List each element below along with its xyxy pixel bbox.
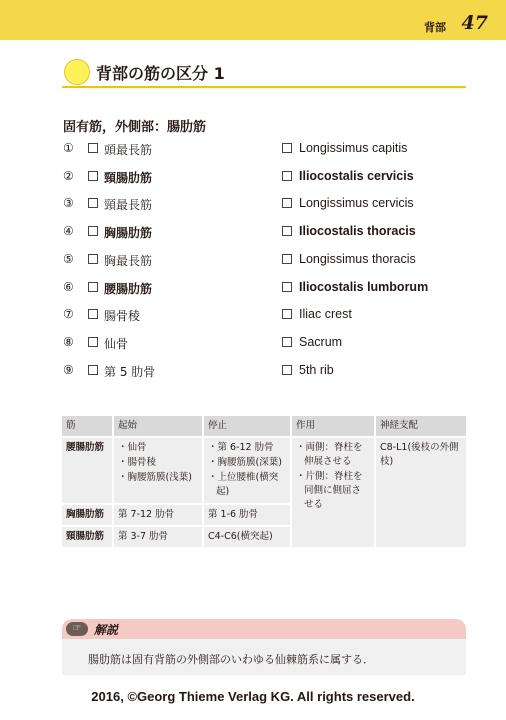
origin-cell xyxy=(113,437,203,504)
insertion-item: ・第 6-12 肋骨 xyxy=(208,442,274,453)
checkbox-en[interactable] xyxy=(282,282,292,292)
term-en: Longissimus cervicis xyxy=(299,196,414,211)
insertion-cell xyxy=(203,437,291,504)
checkbox-jp[interactable] xyxy=(88,171,98,181)
checkbox-en[interactable] xyxy=(282,143,292,153)
action-item: ・両側：脊柱を伸展させる xyxy=(296,442,363,467)
term-row xyxy=(0,252,506,270)
checkbox-jp[interactable] xyxy=(88,198,98,208)
term-row xyxy=(0,141,506,159)
term-row xyxy=(0,335,506,353)
page-title: 背部の筋の区分 1 xyxy=(96,64,225,83)
term-row xyxy=(0,363,506,381)
term-row xyxy=(0,307,506,325)
table-header: 筋 xyxy=(62,416,113,437)
term-number: ③ xyxy=(63,196,74,211)
term-number: ⑦ xyxy=(63,307,74,322)
origin-item: ・腸骨稜 xyxy=(118,457,157,468)
header-section-label: 背部 xyxy=(424,21,446,34)
kaisetsu-label: 解説 xyxy=(94,623,119,637)
term-number: ⑤ xyxy=(63,251,74,266)
nerve-cell: C8-L1(後枝の外側枝) xyxy=(375,437,466,547)
term-en: Iliac crest xyxy=(299,307,352,322)
checkbox-en[interactable] xyxy=(282,254,292,264)
action-item: ・片側：脊柱を同側に側屈させる xyxy=(296,471,363,510)
term-en: Sacrum xyxy=(299,334,343,349)
table-header: 作用 xyxy=(291,416,375,437)
term-number: ⑥ xyxy=(63,279,74,294)
table-row xyxy=(62,437,466,504)
copyright-notice: 2016, ©Georg Thieme Verlag KG. All rights reserved. xyxy=(91,689,415,704)
term-jp: 腸骨稜 xyxy=(104,309,141,324)
checkbox-jp[interactable] xyxy=(88,282,98,292)
term-en: Longissimus thoracis xyxy=(299,251,416,266)
insertion-cell: C4-C6(横突起) xyxy=(203,526,291,547)
kaisetsu-text: 腸肋筋は固有背筋の外側部のいわゆる仙棘筋系に属する． xyxy=(88,653,374,666)
term-en: Iliocostalis lumborum xyxy=(299,279,429,294)
term-row xyxy=(0,169,506,187)
checkbox-en[interactable] xyxy=(282,198,292,208)
checkbox-jp[interactable] xyxy=(88,309,98,319)
term-jp: 仙骨 xyxy=(104,336,129,351)
title-circle-icon xyxy=(64,59,90,85)
term-number: ⑧ xyxy=(63,334,74,349)
term-jp: 第 5 肋骨 xyxy=(104,364,156,379)
checkbox-en[interactable] xyxy=(282,171,292,181)
checkbox-jp[interactable] xyxy=(88,254,98,264)
page-number: 47 xyxy=(461,12,488,34)
muscle-name: 胸腸肋筋 xyxy=(62,504,113,526)
action-cell xyxy=(291,437,375,547)
term-jp: 胸最長筋 xyxy=(104,253,153,268)
checkbox-jp[interactable] xyxy=(88,365,98,375)
section-title xyxy=(62,58,466,86)
origin-item: ・胸腰筋膜(浅葉) xyxy=(118,472,192,483)
table-header: 起始 xyxy=(113,416,203,437)
insertion-cell: 第 1-6 肋骨 xyxy=(203,504,291,526)
origin-cell: 第 3-7 肋骨 xyxy=(113,526,203,547)
muscle-table xyxy=(62,416,466,547)
term-jp: 胸腸肋筋 xyxy=(104,226,153,241)
term-jp: 頸最長筋 xyxy=(104,198,153,213)
table-header: 神経支配 xyxy=(375,416,466,437)
insertion-item: ・上位腰椎(横突起) xyxy=(208,472,279,497)
checkbox-en[interactable] xyxy=(282,365,292,375)
checkbox-jp[interactable] xyxy=(88,337,98,347)
term-en: Iliocostalis thoracis xyxy=(299,224,416,239)
insertion-item: ・胸腰筋膜(深葉) xyxy=(208,457,282,468)
title-underline xyxy=(62,86,466,88)
origin-cell: 第 7-12 肋骨 xyxy=(113,504,203,526)
term-jp: 頭最長筋 xyxy=(104,143,153,157)
kaisetsu-bar xyxy=(62,619,466,639)
term-en: Iliocostalis cervicis xyxy=(299,168,414,183)
term-jp: 腰腸肋筋 xyxy=(104,281,153,296)
checkbox-jp[interactable] xyxy=(88,143,98,153)
muscle-name: 頸腸肋筋 xyxy=(62,526,113,547)
term-row xyxy=(0,224,506,242)
checkbox-en[interactable] xyxy=(282,226,292,236)
table-header: 停止 xyxy=(203,416,291,437)
term-en: Longissimus capitis xyxy=(299,141,408,155)
term-jp: 頸腸肋筋 xyxy=(104,170,153,185)
term-row xyxy=(0,196,506,214)
term-number: ① xyxy=(63,141,74,155)
checkbox-en[interactable] xyxy=(282,337,292,347)
checkbox-jp[interactable] xyxy=(88,226,98,236)
term-number: ④ xyxy=(63,224,74,239)
table-header-row xyxy=(62,416,466,437)
origin-item: ・仙骨 xyxy=(118,442,147,453)
term-en: 5th rib xyxy=(299,362,334,377)
term-row xyxy=(0,280,506,298)
subtitle: 固有筋，外側部：腸肋筋 xyxy=(63,120,207,135)
term-number: ② xyxy=(63,168,74,183)
term-number: ⑨ xyxy=(63,362,74,377)
pointing-hand-icon: ☞ xyxy=(66,622,88,636)
checkbox-en[interactable] xyxy=(282,309,292,319)
muscle-name: 腰腸肋筋 xyxy=(62,437,113,504)
